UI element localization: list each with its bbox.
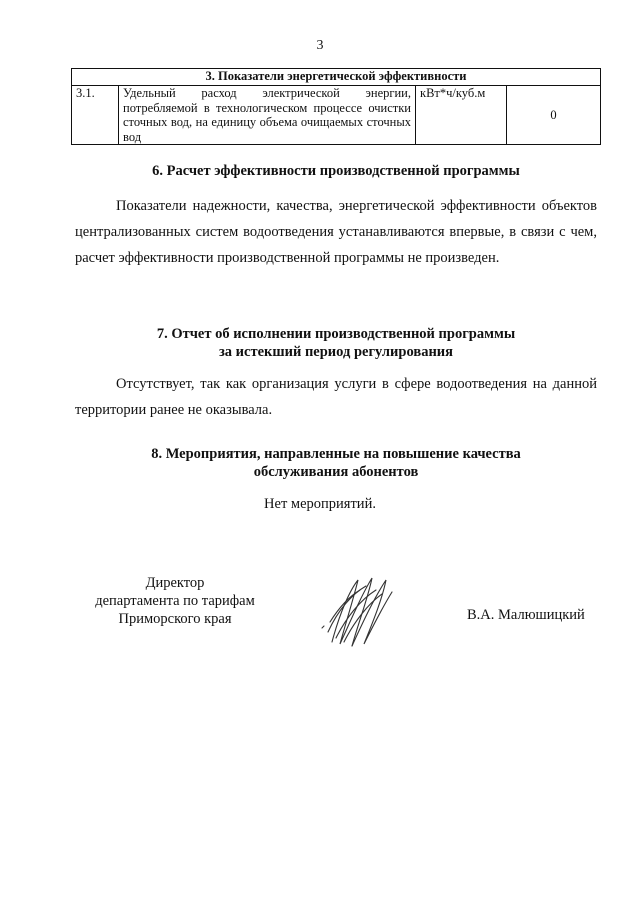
signatory-title-line3: Приморского края <box>118 611 232 627</box>
section-7-title-line2: за истекший период регулирования <box>218 344 454 360</box>
table-section-title: 3. Показатели энергетической эффективности <box>72 69 601 86</box>
signatory-name: В.А. Малюшицкий <box>467 607 585 623</box>
row-unit: кВт*ч/куб.м <box>416 86 507 145</box>
handwritten-signature <box>310 572 400 652</box>
signatory-title-line2: департамента по тарифам <box>95 593 255 609</box>
section-8-text: Нет мероприятий. <box>264 496 376 512</box>
section-7-title-line1: 7. Отчет об исполнении производственной программы <box>156 326 516 342</box>
table-row <box>72 86 601 145</box>
row-value: 0 <box>507 86 601 145</box>
section-7-text: Отсутствует, так как организация услуги в сфере водоотведения на данной территории ранее не оказывала. <box>75 376 597 418</box>
section-6-text: Показатели надежности, качества, энергетической эффективности объектов централизованных систем водоотведения устанавливаются впервые, в связи с чем, расчет эффективности производственной программы не произведен. <box>75 198 597 266</box>
indicators-table <box>71 68 601 145</box>
signatory-title-line1: Директор <box>145 575 205 591</box>
section-8-title-line2: обслуживания абонентов <box>253 464 419 480</box>
section-8-title-line1: 8. Мероприятия, направленные на повышение качества <box>151 446 521 462</box>
page-number: 3 <box>316 38 324 53</box>
row-description: Удельный расход электрической энергии, потребляемой в технологическом процессе очистки сточных вод, на единицу объема очищаемых сточных вод <box>119 86 416 145</box>
signatory-title <box>70 574 280 628</box>
row-number: 3.1. <box>72 86 119 145</box>
table-section-row <box>72 69 601 86</box>
section-6-title: 6. Расчет эффективности производственной программы <box>152 163 520 179</box>
